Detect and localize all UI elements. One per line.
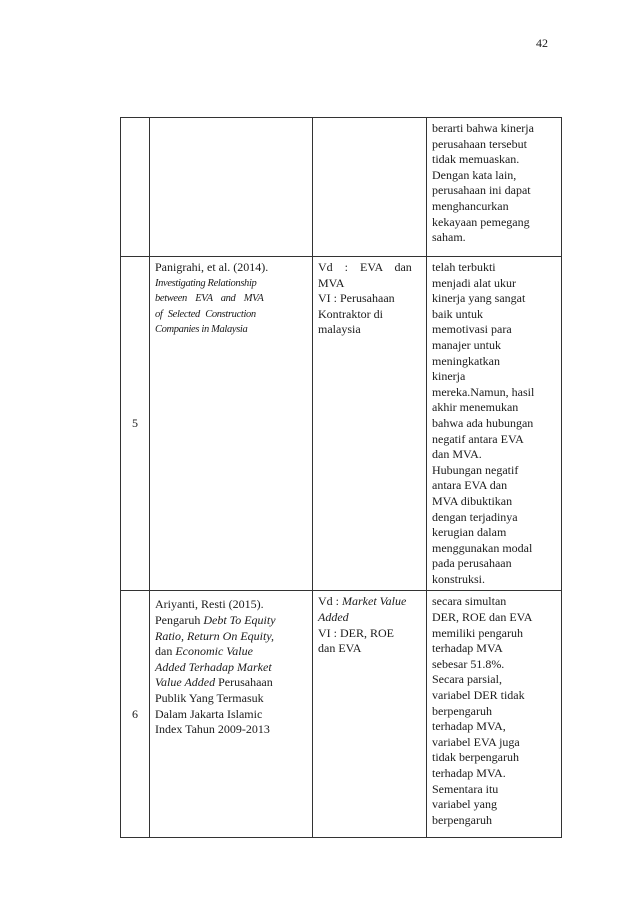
result-line: kinerja — [432, 369, 466, 384]
result-line: berpengaruh — [432, 812, 492, 827]
result-line: Dengan kata lain, — [432, 167, 517, 182]
title-text-italic: Economic Value — [175, 644, 253, 659]
table-row — [121, 591, 562, 838]
variable-vd-cont: Added — [318, 610, 349, 625]
result-line: perusahaan ini dapat — [432, 183, 531, 198]
result-line: baik untuk — [432, 306, 483, 321]
result-line: kinerja yang sangat — [432, 291, 526, 306]
result-line: bahwa ada hubungan — [432, 415, 534, 430]
result-line: Sementara itu — [432, 781, 499, 796]
table-row — [121, 257, 562, 591]
result-cell — [427, 118, 562, 257]
result-line: tidak memuaskan. — [432, 152, 520, 167]
result-line: mereka.Namun, hasil — [432, 384, 535, 399]
study-title-line: Investigating Relationship — [155, 277, 257, 289]
result-line: variabel EVA juga — [432, 734, 520, 749]
author-cell — [150, 118, 313, 257]
row-number: 5 — [121, 257, 150, 591]
result-line: dan MVA. — [432, 447, 482, 462]
literature-table — [120, 117, 562, 838]
result-line: perusahaan tersebut — [432, 136, 527, 151]
variables-cell — [313, 257, 427, 591]
variable-vi: VI : DER, ROE — [318, 625, 394, 640]
result-line: sebesar 51.8%. — [432, 656, 505, 671]
result-line: menghancurkan — [432, 198, 509, 213]
result-line: kerugian dalam — [432, 525, 507, 540]
result-line: dengan terjadinya — [432, 509, 518, 524]
variables-cell — [313, 591, 427, 838]
result-line: kekayaan pemegang — [432, 214, 530, 229]
result-line: meningkatkan — [432, 353, 500, 368]
study-title-line: Dalam Jakarta Islamic — [155, 706, 263, 721]
title-text-italic: Debt To Equity — [203, 613, 276, 628]
result-line: pada perusahaan — [432, 556, 512, 571]
result-line: saham. — [432, 230, 466, 245]
result-line: menggunakan modal — [432, 540, 533, 555]
result-line: tidak berpengaruh — [432, 750, 519, 765]
result-line: antara EVA dan — [432, 478, 508, 493]
variable-vd-cont: MVA — [318, 275, 345, 290]
author-name: Ariyanti, Resti (2015). — [155, 597, 264, 612]
row-number: 6 — [121, 591, 150, 838]
variable-vi: VI : Perusahaan — [318, 291, 395, 306]
result-line: terhadap MVA — [432, 641, 503, 656]
result-line: variabel DER tidak — [432, 688, 525, 703]
study-title-line: Companies in Malaysia — [155, 324, 248, 336]
page-number: 42 — [536, 36, 548, 50]
result-line: secara simultan — [432, 594, 507, 609]
result-line: manajer untuk — [432, 337, 501, 352]
result-line: memotivasi para — [432, 322, 512, 337]
variable-vd: Vd : EVA dan — [318, 260, 412, 274]
result-line: Secara parsial, — [432, 672, 502, 687]
study-title-line — [155, 613, 308, 629]
study-title-line — [155, 675, 308, 691]
vd-value-italic: Market Value — [342, 594, 407, 609]
variables-cell — [313, 118, 427, 257]
result-line: berarti bahwa kinerja — [432, 121, 534, 135]
result-line: telah terbukti — [432, 260, 496, 274]
result-line: variabel yang — [432, 797, 497, 812]
result-line: Hubungan negatif — [432, 462, 519, 477]
result-line: berpengaruh — [432, 703, 492, 718]
variable-vi-cont: Kontraktor di — [318, 306, 383, 321]
study-title-line: Index Tahun 2009-2013 — [155, 722, 270, 737]
study-title-line — [155, 644, 308, 660]
result-line: menjadi alat ukur — [432, 275, 516, 290]
result-line: MVA dibuktikan — [432, 493, 513, 508]
result-line: terhadap MVA. — [432, 766, 506, 780]
variable-vd — [318, 594, 422, 610]
result-line: negatif antara EVA — [432, 431, 524, 446]
study-title-line: Publik Yang Termasuk — [155, 691, 264, 706]
title-text: Pengaruh — [155, 613, 204, 628]
row-number — [121, 118, 150, 257]
study-title-line: of Selected Construction — [155, 308, 256, 320]
study-title-line: between EVA and MVA — [155, 293, 264, 305]
title-text: dan — [155, 644, 176, 659]
result-line: DER, ROE dan EVA — [432, 610, 533, 625]
table-row — [121, 118, 562, 257]
author-name: Panigrahi, et al. (2014). — [155, 260, 269, 274]
result-cell — [427, 257, 562, 591]
study-title-line: Ratio, Return On Equity, — [155, 628, 274, 643]
result-cell — [427, 591, 562, 838]
variable-vi-cont: malaysia — [318, 322, 361, 337]
title-text-italic: Value Added — [155, 675, 216, 690]
study-title-line: Added Terhadap Market — [155, 659, 272, 674]
variable-vi-cont: dan EVA — [318, 641, 362, 656]
vd-label: Vd : — [318, 594, 342, 609]
result-line: akhir menemukan — [432, 400, 519, 415]
result-line: konstruksi. — [432, 571, 486, 586]
author-cell — [150, 591, 313, 838]
author-cell — [150, 257, 313, 591]
title-text: Perusahaan — [215, 675, 273, 690]
result-line: terhadap MVA, — [432, 719, 506, 734]
result-line: memiliki pengaruh — [432, 625, 523, 640]
